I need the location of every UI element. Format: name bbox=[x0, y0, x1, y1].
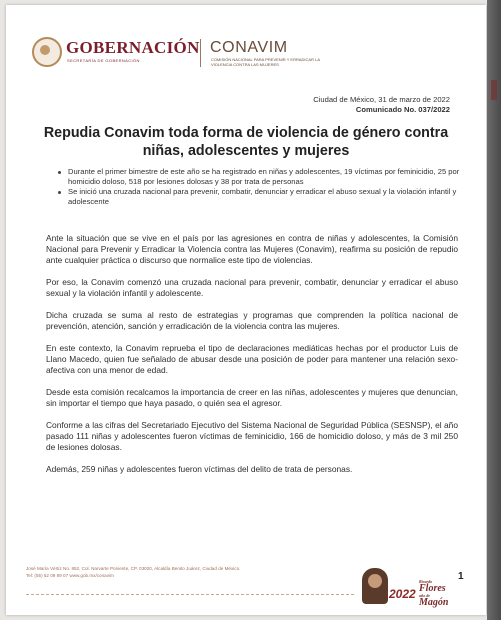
gobernacion-seal-icon bbox=[32, 37, 62, 67]
paragraph: Por eso, la Conavim comenzó una cruzada nacional para prevenir, combatir, denunciar y erradicar el abuso sexual y la violación infantil y adolescente. bbox=[46, 277, 458, 298]
address-line: José María Vértiz No. 852, Col. Narvarte Poniente, CP. 03020, Alcaldía Benito Juárez, Ciudad de México. bbox=[26, 566, 241, 571]
footer-divider bbox=[26, 594, 356, 595]
letterhead bbox=[26, 35, 476, 75]
flores-small-text: Ricardo bbox=[419, 579, 433, 584]
dateline bbox=[313, 95, 450, 115]
paragraph: Ante la situación que se vive en el país por las agresiones en contra de niñas y adolescentes, la Comisión Nacional para Prevenir y Erradicar la Violencia contra las Mujeres (Conavim), reafirma su posición de repudio ante cualquier práctica o discurso que normalice este tipo de violencias. bbox=[46, 233, 458, 265]
logo-divider bbox=[200, 39, 201, 67]
flores-name-2: Magón bbox=[419, 597, 449, 608]
paragraph: Dicha cruzada se suma al resto de estrategias y programas que comprenden la política nacional de prevención, atención, sanción y erradicación de la violencia contra las mujeres. bbox=[46, 310, 458, 331]
flores-magon-portrait-icon bbox=[362, 568, 388, 604]
paragraph: En este contexto, la Conavim reprueba el tipo de declaraciones mediáticas hechas por el productor Luis de Llano Macedo, quien fue señalado de abusar desde una posición de poder para mantener una relación sexo-afectiva con una menor de edad. bbox=[46, 343, 458, 375]
footer-address bbox=[26, 565, 356, 579]
year-2022-logo: 2022 bbox=[389, 587, 416, 601]
document-title: Repudia Conavim toda forma de violencia de género contra niñas, adolescentes y mujeres bbox=[43, 125, 449, 159]
contact-line: Tel: (55) 52 09 89 07 www.gob.mx/conavim bbox=[26, 573, 114, 578]
flores-small-text-2: año de bbox=[419, 593, 430, 598]
body-text bbox=[46, 233, 458, 486]
paragraph: Además, 259 niñas y adolescentes fueron víctimas del delito de trata de personas. bbox=[46, 464, 353, 474]
communique-number: Comunicado No. 037/2022 bbox=[355, 105, 450, 114]
page-number: 1 bbox=[458, 571, 464, 582]
flores-magon-logo bbox=[419, 579, 448, 607]
paragraph: Desde esta comisión recalcamos la importancia de creer en las niñas, adolescentes y mujeres que denuncian, sin importar el tiempo que haya pasado, o quién sea el agresor. bbox=[46, 387, 458, 408]
conavim-subtitle: COMISIÓN NACIONAL PARA PREVENIR Y ERRADICAR LA VIOLENCIA CONTRA LAS MUJERES bbox=[211, 57, 320, 67]
bullet-item: Se inició una cruzada nacional para prevenir, combatir, denunciar y erradicar el abuso sexual y la violación infantil y adolescente bbox=[56, 187, 466, 207]
bullet-item: Durante el primer bimestre de este año se ha registrado en niñas y adolescentes, 19 víctimas por feminicidio, 25 por homicidio doloso, 518 por lesiones dolosas y 38 por trata de personas bbox=[56, 167, 466, 187]
conavim-logo-text: CONAVIM bbox=[210, 39, 288, 56]
document-page bbox=[6, 5, 486, 615]
flores-name-1: Flores bbox=[419, 583, 446, 594]
paragraph: Conforme a las cifras del Secretariado Ejecutivo del Sistema Nacional de Seguridad Pública (SESNSP), el año pasado 111 niñas y adolescentes fueron víctimas de feminicidio, 166 de homicidio doloso, y más de 3 mil 250 de lesiones dolosas. bbox=[46, 420, 458, 452]
edge-marker bbox=[491, 80, 497, 100]
gobernacion-subtitle: SECRETARÍA DE GOBERNACIÓN bbox=[67, 58, 140, 63]
viewer-edge bbox=[487, 0, 501, 620]
place-date: Ciudad de México, 31 de marzo de 2022 bbox=[313, 95, 450, 104]
gobernacion-logo-text: GOBERNACIÓN bbox=[66, 38, 200, 57]
highlights-list bbox=[56, 167, 466, 207]
